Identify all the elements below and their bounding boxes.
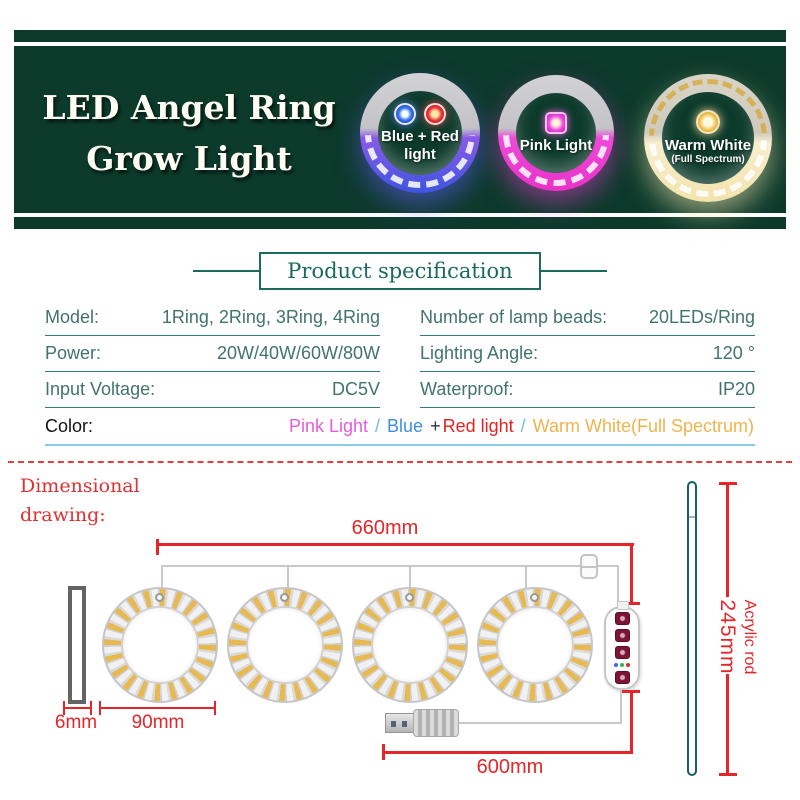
spec-label: Color:	[45, 416, 94, 436]
product-title-line1: LED Angel Ring	[42, 88, 336, 127]
controller-button	[615, 671, 630, 684]
ring-hole	[246, 606, 324, 684]
spec-value: DC5V	[331, 379, 380, 399]
ring-side-view	[68, 586, 86, 704]
mount-hole	[530, 593, 539, 602]
ring-label	[520, 137, 593, 154]
warm-white-led-icon	[696, 110, 720, 134]
mount-hole	[405, 593, 414, 602]
spec-label: Model:	[45, 307, 100, 327]
dim-600-tick-left	[382, 744, 385, 760]
spec-row-lighting-angle	[420, 336, 755, 372]
led-chip-icons	[545, 112, 567, 134]
color-option-warm-white: Warm White(Full Spectrum)	[532, 416, 754, 436]
blue-led-icon	[394, 103, 416, 125]
dashed-separator	[8, 461, 792, 463]
dim-245-label: 245mm	[715, 599, 739, 675]
spec-label: Waterproof:	[420, 379, 514, 399]
mount-hole	[280, 593, 289, 602]
grow-ring-1	[102, 587, 218, 703]
color-option-pink: Pink Light	[288, 416, 369, 436]
ring-label	[665, 137, 751, 166]
drawing-heading-line1: Dimensional	[20, 475, 140, 497]
spec-label: Lighting Angle:	[420, 343, 539, 363]
red-indicator	[626, 663, 630, 667]
color-option-red: Red light	[442, 416, 514, 436]
ring-label-line2: light	[404, 145, 436, 163]
acrylic-rod	[687, 481, 697, 776]
dim-660-label: 660mm	[351, 517, 419, 539]
wire-to-usb	[452, 722, 622, 724]
dim-660-line	[157, 543, 634, 546]
header-banner	[14, 30, 786, 229]
dim-600-line	[383, 751, 633, 754]
ring-label-line1: Pink Light	[519, 136, 593, 154]
usb-plug-icon	[385, 713, 415, 733]
controller-button	[615, 646, 630, 659]
spec-row-model	[45, 300, 380, 336]
ring-center	[516, 93, 596, 173]
spec-row-color	[45, 409, 755, 446]
spec-label: Power:	[45, 343, 102, 363]
controller-indicator-lights	[614, 663, 630, 667]
spec-value: 1Ring, 2Ring, 3Ring, 4Ring	[161, 307, 380, 327]
grow-ring-4	[477, 587, 593, 703]
dim-90-line	[100, 707, 216, 709]
spec-label: Input Voltage:	[45, 379, 156, 399]
dim-600-tick-right	[630, 690, 633, 753]
dim-90-label: 90mm	[131, 712, 185, 733]
grow-ring-3	[352, 587, 468, 703]
spec-value: IP20	[717, 379, 755, 399]
dim-90-tick-right	[214, 701, 216, 715]
cable-clip	[580, 554, 598, 579]
ring-photo-warm-white	[644, 74, 772, 202]
controller-button	[615, 629, 630, 642]
pink-led-icon	[545, 112, 567, 134]
spec-section-title: Product specification	[259, 252, 540, 290]
usb-pin	[402, 721, 407, 727]
drawing-heading	[20, 472, 140, 529]
product-title	[24, 82, 354, 184]
mount-hole	[155, 593, 164, 602]
drawing-heading-line2: drawing:	[20, 503, 106, 526]
product-title-line2: Grow Light	[86, 139, 292, 179]
dim-660-tick-right	[630, 543, 633, 605]
ring-label-line2: (Full Spectrum)	[671, 154, 745, 166]
blue-indicator	[614, 663, 618, 667]
color-options	[258, 395, 755, 458]
ring-center	[662, 92, 754, 184]
color-option-blue: Blue	[387, 416, 429, 436]
ring-label-line1: Warm White	[664, 137, 752, 155]
spec-value: 120 °	[712, 343, 755, 363]
spec-label: Number of lamp beads:	[420, 307, 608, 327]
banner-bottom-stripe	[14, 217, 786, 229]
title-rule-right	[541, 270, 607, 272]
dim-6-line	[64, 707, 92, 709]
wire-from-controller	[620, 688, 622, 724]
dim-660-tick-left	[156, 539, 159, 555]
dim-600-label: 600mm	[476, 756, 544, 778]
separator-slash: /	[370, 416, 386, 436]
banner-top-stripe	[14, 30, 786, 42]
dim-245-cap-bottom	[719, 773, 737, 776]
led-chip-icons	[696, 110, 720, 134]
usb-plug-body	[413, 709, 459, 737]
ring-hole	[371, 606, 449, 684]
ring-photo-pink	[498, 75, 614, 191]
acrylic-rod-label: Acrylic rod	[741, 599, 758, 675]
spec-row-power	[45, 336, 380, 372]
spec-value: 20W/40W/60W/80W	[216, 343, 380, 363]
dim-6-label: 6mm	[54, 712, 98, 733]
spec-column-left	[45, 300, 380, 408]
spec-value: 20LEDs/Ring	[648, 307, 755, 327]
rod-dimension-label	[707, 589, 759, 685]
usb-pin	[391, 721, 396, 727]
dim-245-line-bottom	[726, 674, 729, 776]
spec-title-row	[0, 252, 800, 290]
dimensional-drawing	[0, 455, 800, 800]
ring-center	[378, 91, 462, 175]
green-indicator	[620, 663, 624, 667]
spec-column-right	[420, 300, 755, 408]
dim-90-tick-left	[99, 701, 101, 715]
dim-245-line-top	[726, 482, 729, 597]
ring-label-line1: Blue + Red	[381, 128, 459, 146]
title-rule-left	[193, 270, 259, 272]
led-chip-icons	[394, 103, 446, 125]
dimmer-controller	[604, 606, 640, 690]
red-led-icon	[424, 103, 446, 125]
wire-bus	[161, 565, 619, 567]
spec-row-lamp-beads	[420, 300, 755, 336]
controller-button	[615, 612, 630, 625]
ring-label	[381, 128, 459, 163]
grow-ring-2	[227, 587, 343, 703]
spec-table	[45, 300, 755, 408]
ring-photo-blue-red	[360, 73, 480, 193]
separator-slash: /	[515, 416, 531, 436]
ring-hole	[121, 606, 199, 684]
plus-sign: +	[430, 416, 441, 436]
ring-hole	[496, 606, 574, 684]
banner-main	[14, 46, 786, 213]
